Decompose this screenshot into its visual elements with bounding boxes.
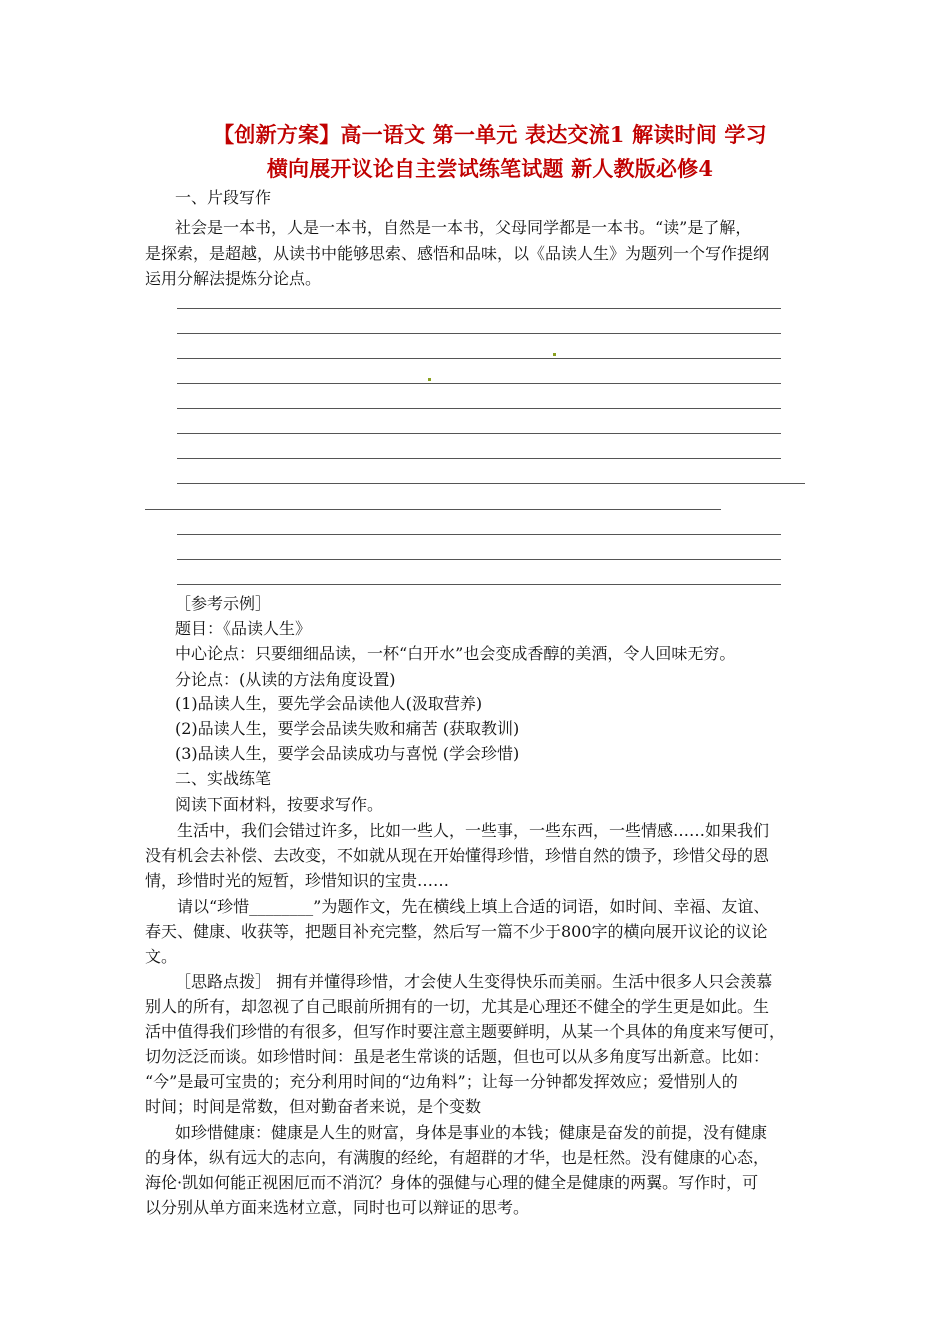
writing-line[interactable] xyxy=(177,483,805,484)
health-line: 的身体，纵有远大的志向，有满腹的经纶，有超群的才华，也是枉然。没有健康的心态， xyxy=(145,1148,770,1167)
writing-line[interactable] xyxy=(177,308,781,309)
prompt-line: 是探索，是超越，从读书中能够思索、感悟和品味，以《品读人生》为题列一个写作提纲 xyxy=(145,244,770,263)
guide-line: 时间；时间是常数，但对勤奋者来说，是个变数 xyxy=(145,1097,482,1116)
task-line: 春天、健康、收获等，把题目补充完整，然后写一篇不少于800字的横向展开议论的议论 xyxy=(145,922,768,941)
writing-line[interactable] xyxy=(177,458,781,459)
reference-point: (2)品读人生，要学会品读失败和痛苦 (获取教训) xyxy=(175,719,520,738)
task-line: 文。 xyxy=(145,947,178,966)
writing-line[interactable] xyxy=(177,333,781,334)
document-title xyxy=(140,118,840,186)
guide-line: “今”是最可宝贵的；充分利用时间的“边角料”；让每一分钟都发挥效应；爱惜别人的 xyxy=(145,1072,738,1091)
health-line: 如珍惜健康：健康是人生的财富，身体是事业的本钱；健康是奋发的前提，没有健康 xyxy=(175,1123,768,1142)
section1-heading: 一、片段写作 xyxy=(175,188,272,207)
task-line: 请以“珍惜________”为题作文，先在横线上填上合适的词语，如时间、幸福、友谊、 xyxy=(177,897,770,916)
speck-mark xyxy=(428,378,431,381)
reference-point: (1)品读人生，要先学会品读他人(汲取营养) xyxy=(175,694,483,713)
reference-topic: 题目：《品读人生》 xyxy=(175,619,312,638)
section2-heading: 二、实战练笔 xyxy=(175,769,272,788)
material-line: 情，珍惜时光的短暂，珍惜知识的宝贵…… xyxy=(145,871,450,890)
title-line-1: 【创新方案】高一语文 第一单元 表达交流1 解读时间 学习 xyxy=(213,122,767,147)
material-line: 生活中，我们会错过许多，比如一些人，一些事，一些东西，一些情感……如果我们 xyxy=(177,821,770,840)
reference-subheading: 分论点：(从读的方法角度设置) xyxy=(175,670,396,689)
writing-line[interactable] xyxy=(145,509,721,510)
prompt-line: 运用分解法提炼分论点。 xyxy=(145,269,322,288)
writing-line[interactable] xyxy=(177,383,781,384)
writing-line[interactable] xyxy=(177,408,781,409)
section2-instruction: 阅读下面材料，按要求写作。 xyxy=(175,795,384,814)
guide-line: ［思路点拨］ 拥有并懂得珍惜，才会使人生变得快乐而美丽。生活中很多人只会羡慕 xyxy=(175,972,773,991)
guide-line: 活中值得我们珍惜的有很多，但写作时要注意主题要鲜明，从某一个具体的角度来写便可， xyxy=(145,1022,786,1041)
writing-line[interactable] xyxy=(177,534,781,535)
material-line: 没有机会去补偿、去改变，不如就从现在开始懂得珍惜，珍惜自然的馈予，珍惜父母的恩 xyxy=(145,846,770,865)
writing-line[interactable] xyxy=(177,584,781,585)
health-line: 以分别从单方面来选材立意，同时也可以辩证的思考。 xyxy=(145,1198,530,1217)
title-line-2: 横向展开议论自主尝试练笔试题 新人教版必修4 xyxy=(266,156,714,181)
speck-mark xyxy=(553,353,556,356)
reference-label: ［参考示例］ xyxy=(175,594,272,613)
reference-point: (3)品读人生，要学会品读成功与喜悦 (学会珍惜) xyxy=(175,744,520,763)
health-line: 海伦·凯如何能正视困厄而不消沉？身体的强健与心理的健全是健康的两翼。写作时，可 xyxy=(145,1173,759,1192)
writing-line[interactable] xyxy=(177,358,781,359)
prompt-line: 社会是一本书，人是一本书，自然是一本书，父母同学都是一本书。“读”是了解， xyxy=(175,218,752,237)
guide-line: 别人的所有，却忽视了自己眼前所拥有的一切，尤其是心理还不健全的学生更是如此。生 xyxy=(145,997,770,1016)
reference-thesis: 中心论点：只要细细品读，一杯“白开水”也会变成香醇的美酒，令人回味无穷。 xyxy=(175,644,736,663)
writing-line[interactable] xyxy=(177,433,781,434)
writing-line[interactable] xyxy=(177,559,781,560)
guide-line: 切勿泛泛而谈。如珍惜时间：虽是老生常谈的话题，但也可以从多角度写出新意。比如： xyxy=(145,1047,770,1066)
